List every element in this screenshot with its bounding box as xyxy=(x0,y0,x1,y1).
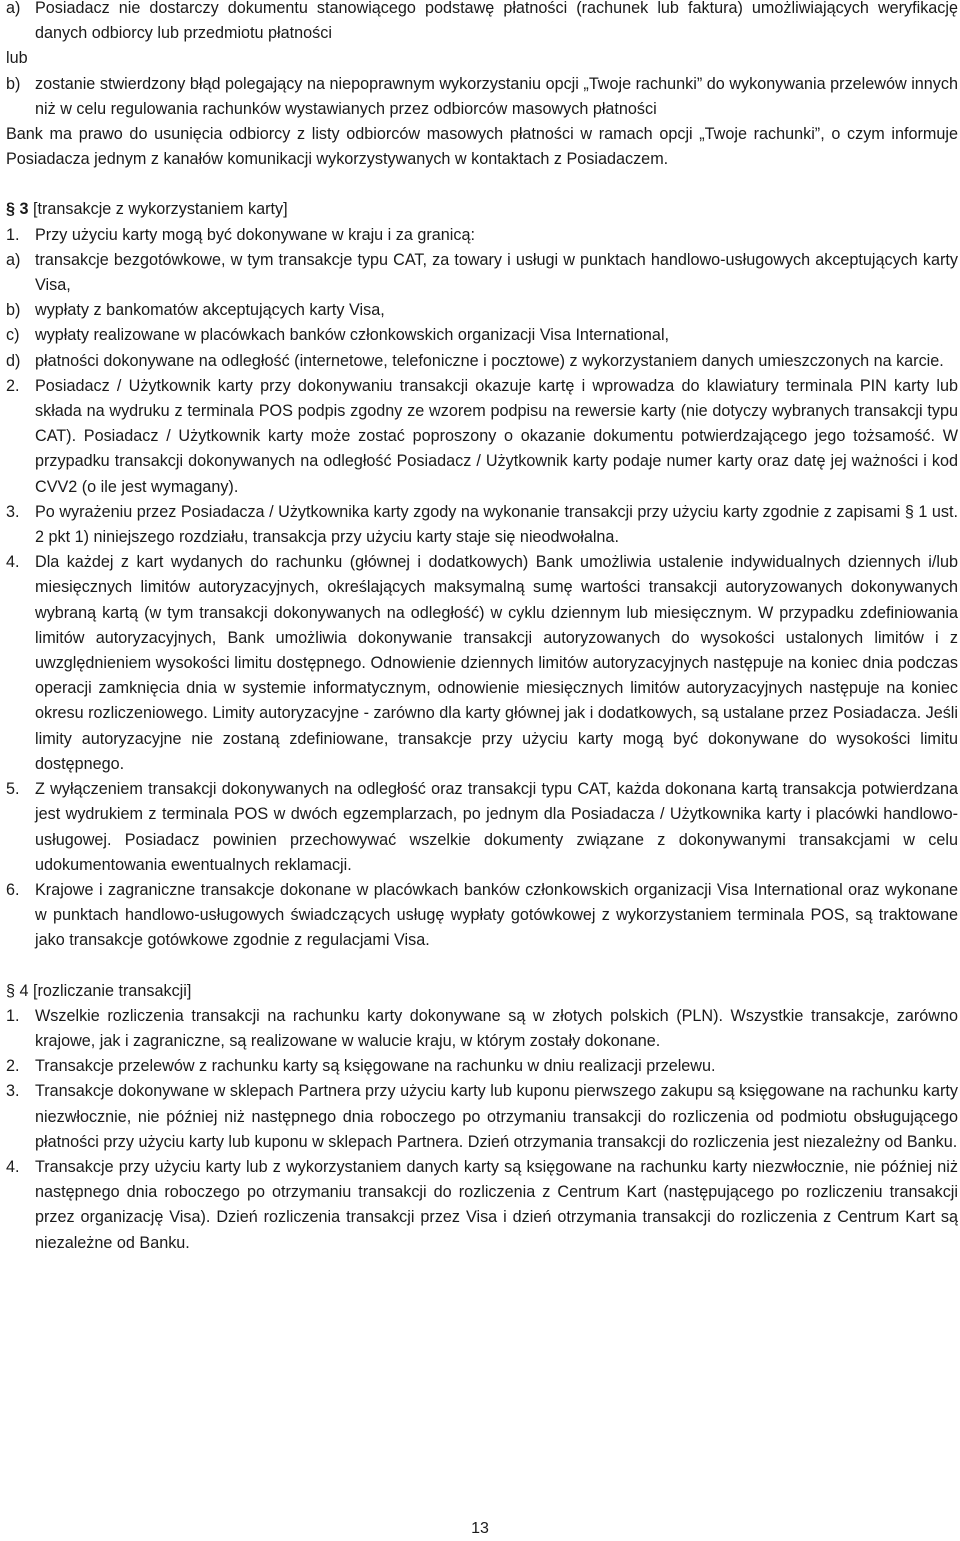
list-text: wypłaty z bankomatów akceptujących karty Visa, xyxy=(35,301,385,320)
list-text: Wszelkie rozliczenia transakcji na rachunku karty dokonywane są w złotych polskich (PLN). Wszystkie transakcje, zarówno krajowe, jak i zagraniczne, są realizowane w walucie kraju, w którym zostały dokonane. xyxy=(35,1006,958,1050)
list-text: Przy użyciu karty mogą być dokonywane w kraju i za granicą: xyxy=(35,225,475,244)
list-marker: a) xyxy=(6,0,21,17)
list-text: Transakcje przelewów z rachunku karty są księgowane na rachunku w dniu realizacji przelewu. xyxy=(35,1057,716,1076)
intro-paragraph: Bank ma prawo do usunięcia odbiorcy z listy odbiorców masowych płatności w ramach opcji „Twoje rachunki”, o czym informuje Posiadacza jednym z kanałów komunikacji wykorzystywanych w kontaktach z Posiadaczem. xyxy=(6,125,958,169)
section-3-item-2 xyxy=(6,374,958,500)
list-text: Z wyłączeniem transakcji dokonywanych na odległość oraz transakcji typu CAT, każda dokonana kartą transakcja potwierdzana jest wydrukiem z terminala POS w dwóch egzemplarzach, po jednym dla Posiadacza / Użytkownika karty i placówki handlowo-usługowej. Posiadacz powinien przechowywać wszelkie dokumenty związane z dokonywanymi transakcjami w celu udokumentowania ewentualnych reklamacji. xyxy=(35,780,958,874)
section-3-item-5 xyxy=(6,777,958,878)
list-marker: a) xyxy=(6,250,21,269)
section-title: [transakcje z wykorzystaniem karty] xyxy=(33,200,288,219)
section-4-item-1 xyxy=(6,1004,958,1054)
list-marker: c) xyxy=(6,326,20,345)
list-marker: 2. xyxy=(6,1057,20,1076)
intro-item-a xyxy=(6,0,958,46)
spacer xyxy=(6,954,958,979)
list-text: Posiadacz nie dostarczy dokumentu stanowiącego podstawę płatności (rachunek lub faktura) umożliwiających weryfikację danych odbiorcy lub przedmiotu płatności xyxy=(35,0,958,43)
list-text: płatności dokonywane na odległość (internetowe, telefoniczne i pocztowe) z wykorzystaniem danych umieszczonych na karcie. xyxy=(35,351,944,370)
list-text: Transakcje przy użyciu karty lub z wykorzystaniem danych karty są księgowane na rachunku karty niezwłocznie, nie później niż następnego dnia roboczego po otrzymaniu transakcji do rozliczenia z Centrum Kart (następującego po rozliczeniu transakcji przez organizację Visa). Dzień rozliczenia transakcji przez Visa i dzień otrzymania transakcji do rozliczenia z Centrum Kart są niezależne od Banku. xyxy=(35,1157,958,1252)
intro-item-b xyxy=(6,72,958,122)
section-symbol: § 3 xyxy=(6,200,29,219)
section-3-item-1-sub-c xyxy=(6,323,958,348)
section-3-item-1-sub-d xyxy=(6,349,958,374)
section-4-item-4 xyxy=(6,1155,958,1256)
section-4-item-3 xyxy=(6,1079,958,1155)
list-text: Dla każdej z kart wydanych do rachunku (głównej i dodatkowych) Bank umożliwia ustalenie indywidualnych dziennych i/lub miesięcznych limitów autoryzacyjnych, określających maksymalną sumę wartości transakcji autoryzowanych dokonywanych wybraną kartą (w tym transakcji dokonywanych na odległość) w cyklu dziennym lub miesięcznym. W przypadku zdefiniowania limitów autoryzacyjnych, Bank umożliwia dokonywanie transakcji autoryzowanych do wysokości ustalonych limitów i z uwzględnieniem wysokości limitu dostępnego. Odnowienie dziennych limitów autoryzacyjnych następuje na koniec dnia podczas operacji zamknięcia dnia w systemie informatycznym, odnowienie miesięcznych limitów autoryzacyjnych następuje na koniec okresu rozliczeniowego. Limity autoryzacyjne - zarówno dla karty głównej jak i dodatkowych, są ustalane przez Posiadacza. Jeśli limity autoryzacyjne nie zostaną zdefiniowane, transakcje przy użyciu karty mogą być dokonywane do wysokości limitu dostępnego. xyxy=(35,553,958,773)
list-marker: 4. xyxy=(6,553,20,572)
page-number: 13 xyxy=(471,1520,489,1537)
section-4-item-2 xyxy=(6,1054,958,1079)
list-marker: 5. xyxy=(6,780,20,799)
list-marker: 2. xyxy=(6,376,20,395)
list-text: transakcje bezgotówkowe, w tym transakcje typu CAT, za towary i usługi w punktach handlowo-usługowych akceptujących karty Visa, xyxy=(35,250,958,295)
section-3-item-1 xyxy=(6,223,958,248)
section-3-heading xyxy=(6,197,958,222)
list-text: Po wyrażeniu przez Posiadacza / Użytkownika karty zgody na wykonanie transakcji przy użyciu karty zgodnie z zapisami § 1 ust. 2 pkt 1) niniejszego rozdziału, transakcja przy użyciu karty staje się nieodwołalna. xyxy=(35,502,958,547)
section-3-item-1-sub-b xyxy=(6,298,958,323)
section-3-item-6 xyxy=(6,878,958,954)
list-marker: 3. xyxy=(6,502,20,521)
list-text: Krajowe i zagraniczne transakcje dokonane w placówkach banków członkowskich organizacji Visa International oraz wykonane w punktach handlowo-usługowych świadczących usługę wypłaty gotówkowej z wykorzystaniem terminala POS, są traktowane jako transakcje gotówkowe zgodnie z regulacjami Visa. xyxy=(35,880,958,950)
spacer xyxy=(6,172,958,197)
list-text: Posiadacz / Użytkownik karty przy dokonywaniu transakcji okazuje kartę i wprowadza do klawiatury terminala PIN karty lub składa na wydruku z terminala POS podpis zgodny ze wzorem podpisu na rewersie karty (nie dotyczy wybranych transakcji typu CAT). Posiadacz / Użytkownik karty może zostać poproszony o okazanie dokumentu potwierdzającego jego tożsamość. W przypadku transakcji dokonywanych na odległość Posiadacz / Użytkownik karty podaje numer karty oraz datę jej ważności i kod CVV2 (o ile jest wymagany). xyxy=(35,376,958,496)
list-marker: 3. xyxy=(6,1082,20,1101)
list-marker: 4. xyxy=(6,1157,20,1176)
list-marker: 1. xyxy=(6,225,20,244)
list-text: wypłaty realizowane w placówkach banków członkowskich organizacji Visa International, xyxy=(35,326,670,345)
list-marker: 6. xyxy=(6,880,20,899)
section-3-item-1-sub-a xyxy=(6,248,958,298)
list-marker: b) xyxy=(6,74,21,93)
section-title: [rozliczanie transakcji] xyxy=(33,981,192,1000)
list-text: Transakcje dokonywane w sklepach Partnera przy użyciu karty lub kuponu pierwszego zakupu są księgowane na rachunku karty niezwłocznie, nie później niż następnego dnia roboczego po otrzymaniu transakcji do rozliczenia od podmiotu obsługującego płatności przy użyciu karty lub kuponu w sklepach Partnera. Dzień otrzymania transakcji do rozliczenia jest niezależny od Banku. xyxy=(35,1082,958,1151)
list-marker: b) xyxy=(6,301,21,320)
connector-lub: lub xyxy=(6,49,28,68)
list-text: zostanie stwierdzony błąd polegający na niepoprawnym wykorzystaniu opcji „Twoje rachunki” do wykonywania przelewów innych niż w celu regulowania rachunków wystawianych przez odbiorców masowych płatności xyxy=(35,74,958,118)
list-marker: d) xyxy=(6,351,21,370)
section-3-item-4 xyxy=(6,550,958,777)
list-marker: 1. xyxy=(6,1006,20,1025)
section-4-heading xyxy=(6,979,958,1004)
section-symbol: § 4 xyxy=(6,981,29,1000)
section-3-item-3 xyxy=(6,500,958,550)
document-body xyxy=(6,0,958,1256)
